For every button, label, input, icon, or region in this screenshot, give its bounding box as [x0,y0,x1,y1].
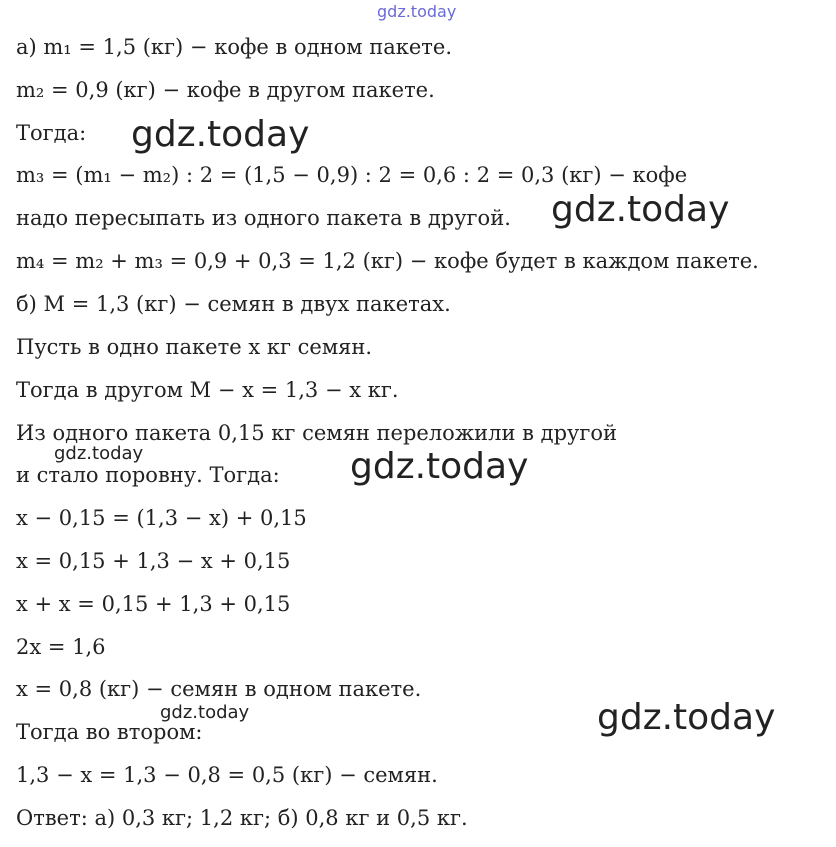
solution-line-b-M: б) M = 1,3 (кг) − семян в двух пакетах. [16,292,451,316]
watermark: gdz.today [54,443,144,464]
solution-line-equal: и стало поровну. Тогда: [16,463,280,487]
answer-line: Ответ: а) 0,3 кг; 1,2 кг; б) 0,8 кг и 0,5 кг. [16,806,468,830]
solution-line-other: Тогда в другом M − x = 1,3 − x кг. [16,378,399,402]
equation-line-3: x + x = 0,15 + 1,3 + 0,15 [16,592,291,616]
watermark: gdz.today [350,446,529,487]
solution-line-m4: m₄ = m₂ + m₃ = 0,9 + 0,3 = 1,2 (кг) − кофе будет в каждом пакете. [16,249,759,273]
solution-line-then: Тогда: [16,121,87,145]
watermark: gdz.today [551,189,730,230]
watermark-top: gdz.today [377,2,457,21]
solution-line-a-m1: а) m₁ = 1,5 (кг) − кофе в одном пакете. [16,35,453,59]
equation-line-5: x = 0,8 (кг) − семян в одном пакете. [16,677,422,701]
solution-line-second: Тогда во втором: [16,720,203,744]
watermark: gdz.today [597,697,776,738]
watermark: gdz.today [160,702,250,723]
solution-line-second-calc: 1,3 − x = 1,3 − 0,8 = 0,5 (кг) − семян. [16,763,438,787]
watermark: gdz.today [131,114,310,155]
solution-line-m3: m₃ = (m₁ − m₂) : 2 = (1,5 − 0,9) : 2 = 0,6 : 2 = 0,3 (кг) − кофе [16,163,688,187]
solution-line-moved: Из одного пакета 0,15 кг семян переложили в другой [16,421,618,445]
solution-line-let-x: Пусть в одно пакете x кг семян. [16,335,373,359]
equation-line-1: x − 0,15 = (1,3 − x) + 0,15 [16,506,307,530]
equation-line-2: x = 0,15 + 1,3 − x + 0,15 [16,549,291,573]
equation-line-4: 2x = 1,6 [16,635,106,659]
solution-line-m2: m₂ = 0,9 (кг) − кофе в другом пакете. [16,78,435,102]
solution-line-m3-cont: надо пересыпать из одного пакета в другой. [16,206,511,230]
